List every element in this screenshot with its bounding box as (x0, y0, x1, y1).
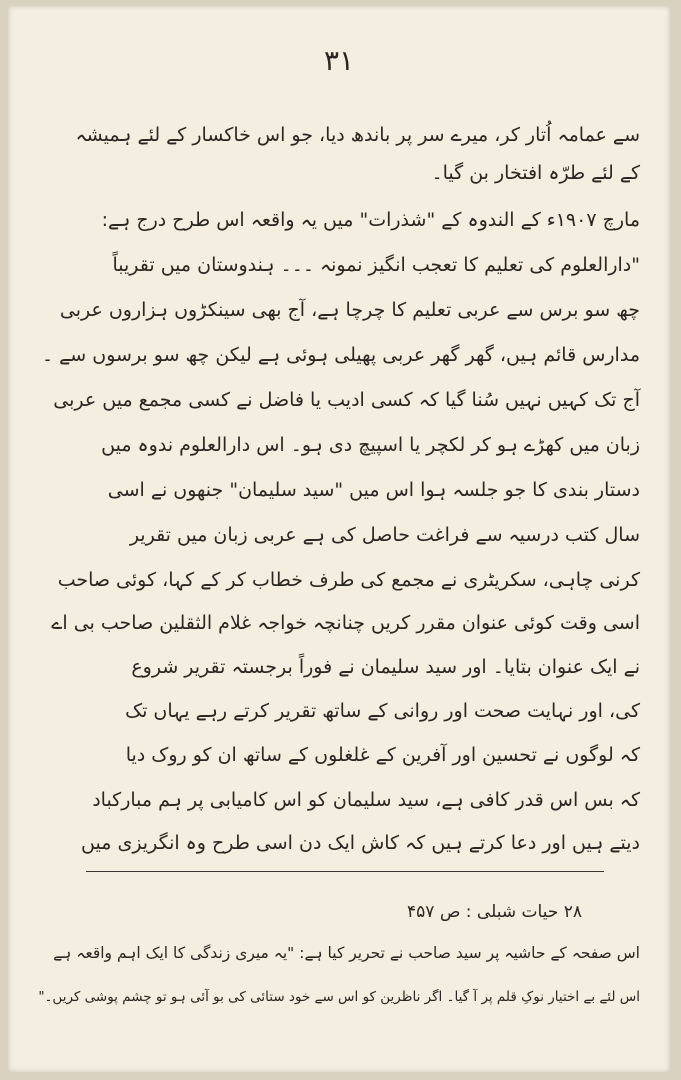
body-line: سے عمامہ اُتار کر، میرے سر پر باندھ دیا، جو اس خاکسار کے لئے ہمیشہ (75, 124, 640, 146)
body-line: کی، اور نہایت صحت اور روانی کے ساتھ تقریر کرتے رہے یہاں تک (125, 700, 640, 722)
body-line: نے ایک عنوان بتایا۔ اور سید سلیمان نے فوراً برجستہ تقریر شروع (131, 656, 640, 678)
footnote-reference: ۲۸ حیات شبلی : ص ۴۵۷ (407, 902, 582, 922)
page-number: ۳۱ (323, 44, 355, 77)
body-line: دیتے ہیں اور دعا کرتے ہیں کہ کاش ایک دن اسی طرح وہ انگریزی میں (81, 832, 640, 854)
footnote-line: اس صفحہ کے حاشیہ پر سید صاحب نے تحریر کیا ہے: "یہ میری زندگی کا ایک اہم واقعہ ہے (53, 944, 640, 962)
body-line: چھ سو برس سے عربی تعلیم کا چرچا ہے، آج بھی سینکڑوں ہزاروں عربی (59, 299, 640, 321)
body-line: کرنی چاہی، سکریٹری نے مجمع کی طرف خطاب کر کے کہا، کوئی صاحب (57, 569, 640, 591)
body-line: کے لئے طرّہ افتخار بن گیا۔ (431, 162, 640, 184)
book-page (8, 6, 670, 1072)
footnote-divider (86, 871, 604, 872)
body-line: اسی وقت کوئی عنوان مقرر کریں چنانچہ خواجہ غلام الثقلین صاحب بی اے (51, 612, 640, 634)
body-line: "دارالعلوم کی تعلیم کا تعجب انگیز نمونہ ۔۔۔ ہندوستان میں تقریباً (112, 254, 640, 276)
body-line: دستار بندی کا جو جلسہ ہوا اس میں "سید سلیمان" جنھوں نے اسی (107, 479, 640, 501)
footnote-line: اس لئے بے اختیار نوکِ قلم پر آ گیا۔ اگر ناظرین کو اس سے خود ستائی کی بو آئی ہو تو چشم پوشی کریں۔" (38, 989, 640, 1005)
body-line: کہ بس اس قدر کافی ہے، سید سلیمان کو اس کامیابی پر ہم مبارکباد (92, 789, 640, 811)
body-line: مدارس قائم ہیں، گھر گھر عربی پھیلی ہوئی ہے لیکن چھ سو برسوں سے ۔ (42, 344, 640, 366)
body-line: کہ لوگوں نے تحسین اور آفرین کے غلغلوں کے ساتھ ان کو روک دیا (125, 744, 640, 766)
body-line: زبان میں کھڑے ہو کر لکچر یا اسپیچ دی ہو۔ اس دارالعلوم ندوہ میں (101, 434, 640, 456)
body-line: سال کتب درسیہ سے فراغت حاصل کی ہے عربی زبان میں تقریر (129, 524, 640, 546)
body-line: مارچ ۱۹۰۷ء کے الندوہ کے "شذرات" میں یہ واقعہ اس طرح درج ہے: (101, 209, 640, 231)
body-line: آج تک کہیں نہیں سُنا گیا کہ کسی ادیب یا فاضل نے کسی مجمع میں عربی (53, 389, 640, 411)
